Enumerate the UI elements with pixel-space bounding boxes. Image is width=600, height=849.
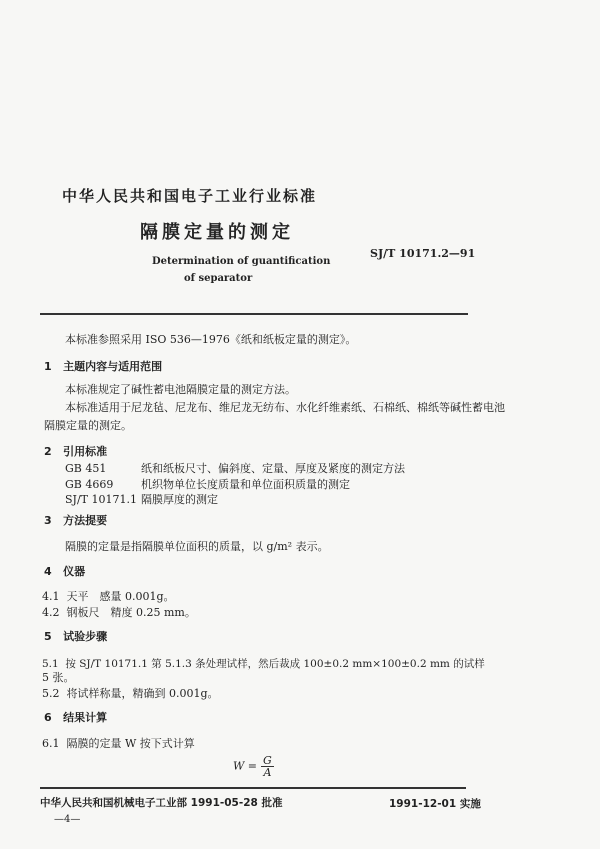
approval-line: 中华人民共和国机械电子工业部 1991-05-28 批准 bbox=[40, 797, 283, 809]
paragraph: 隔膜定量的测定。 bbox=[44, 419, 132, 432]
paragraph: 本标准适用于尼龙毡、尼龙布、维尼龙无纺布、水化纤维素纸、石棉纸、棉纸等碱性蓄电池 bbox=[65, 401, 505, 414]
clause-4-2: 4.2 钢板尺 精度 0.25 mm。 bbox=[42, 606, 196, 619]
ref-code: GB 451 bbox=[65, 462, 107, 475]
section-2-heading: 2 引用标准 bbox=[44, 445, 108, 458]
ref-desc: 纸和纸板尺寸、偏斜度、定量、厚度及紧度的测定方法 bbox=[141, 462, 405, 475]
ref-code: GB 4669 bbox=[65, 478, 114, 491]
section-6-heading: 6 结果计算 bbox=[44, 711, 108, 724]
clause-4-1: 4.1 天平 感量 0.001g。 bbox=[42, 590, 175, 603]
ref-desc: 隔膜厚度的测定 bbox=[141, 493, 218, 506]
clause-5-1: 5.1 按 SJ/T 10171.1 第 5.1.3 条处理试样，然后裁成 100±0.2 mm×100±0.2 mm 的试样 bbox=[42, 658, 485, 670]
section-1-heading: 1 主题内容与适用范围 bbox=[44, 360, 163, 373]
clause-5-2: 5.2 将试样称量，精确到 0.001g。 bbox=[42, 687, 219, 700]
footer-divider bbox=[40, 787, 466, 789]
page-number: —4— bbox=[54, 814, 81, 825]
section-3-heading: 3 方法提要 bbox=[44, 514, 108, 527]
section-4-heading: 4 仪器 bbox=[44, 565, 86, 578]
standard-number: SJ/T 10171.2—91 bbox=[370, 247, 476, 260]
intro-text: 本标准参照采用 ISO 536—1976《纸和纸板定量的测定》。 bbox=[65, 333, 357, 346]
title-en-line1: Determination of guantification bbox=[152, 256, 331, 267]
ref-desc: 机织物单位长度质量和单位面积质量的测定 bbox=[141, 478, 350, 491]
header-divider bbox=[40, 313, 468, 315]
title-en-line2: of separator bbox=[184, 273, 253, 284]
issuing-standard-header: 中华人民共和国电子工业行业标准 bbox=[62, 187, 318, 205]
formula: W = $\frac{G}{A}$ bbox=[233, 754, 272, 779]
clause-6-1: 6.1 隔膜的定量 W 按下式计算 bbox=[42, 737, 195, 750]
title-cn: 隔膜定量的测定 bbox=[140, 222, 294, 243]
ref-code: SJ/T 10171.1 bbox=[65, 493, 137, 506]
effective-date: 1991-12-01 实施 bbox=[389, 798, 481, 810]
section-5-heading: 5 试验步骤 bbox=[44, 630, 108, 643]
paragraph: 隔膜的定量是指隔膜单位面积的质量，以 g/m² 表示。 bbox=[65, 540, 329, 553]
clause-5-1-cont: 5 张。 bbox=[42, 671, 75, 684]
paragraph: 本标准规定了碱性蓄电池隔膜定量的测定方法。 bbox=[65, 383, 296, 396]
